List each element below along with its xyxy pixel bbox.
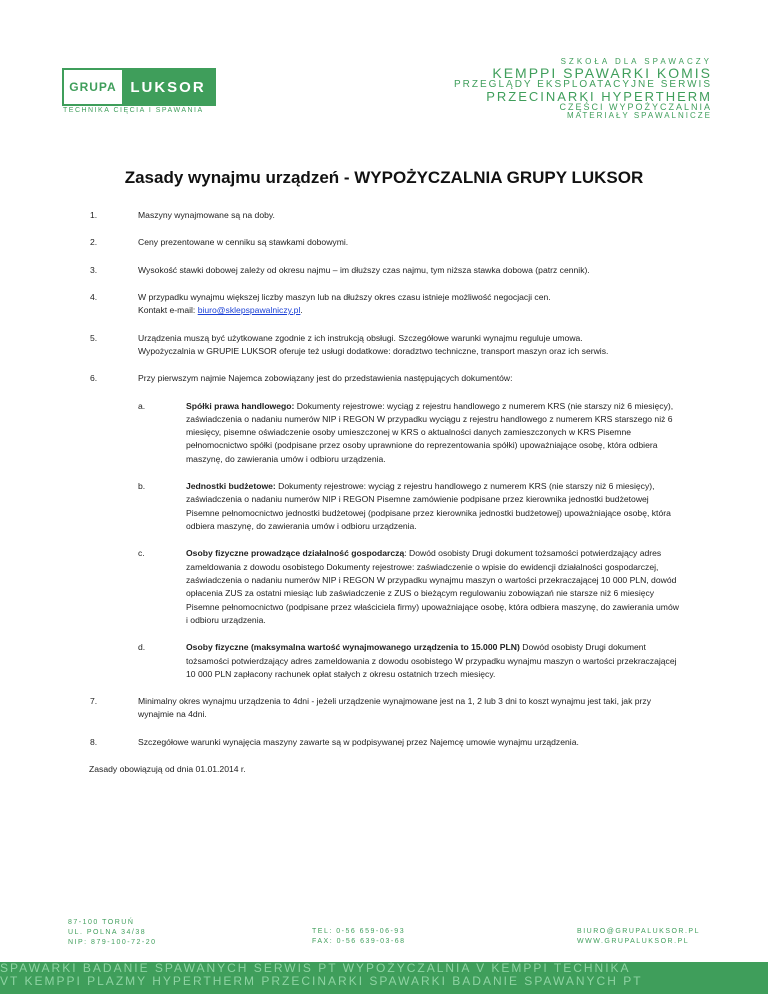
contact-line	[138, 304, 680, 317]
cloud-line: KEMPPI SPAWARKI KOMIS	[492, 65, 712, 81]
effective-date-note: Zasady obowiązują od dnia 01.01.2014 r.	[89, 764, 246, 775]
sub-item	[138, 400, 680, 467]
sub-item-letter: d.	[138, 642, 146, 653]
item-text: Przy pierwszym najmie Najemca zobowiązany jest do przedstawienia następujących dokumentów:	[138, 373, 513, 384]
logo-word-grupa: GRUPA	[64, 70, 122, 104]
company-logo	[62, 68, 216, 106]
item-number: 4.	[90, 291, 98, 302]
footer-address	[68, 918, 156, 948]
sub-item-heading: Jednostki budżetowe:	[186, 481, 276, 492]
item-text: Maszyny wynajmowane są na doby.	[138, 210, 275, 220]
item-text: Ceny prezentowane w cenniku są stawkami dobowymi.	[138, 237, 349, 248]
list-item	[90, 372, 680, 681]
item-number: 3.	[90, 264, 98, 275]
sub-item-letter: b.	[138, 481, 146, 492]
footer-band	[0, 962, 768, 994]
footer-email-link[interactable]: BIURO@GRUPALUKSOR.PL	[577, 928, 700, 935]
cloud-line: CZĘŚCI WYPOŻYCZALNIA	[559, 102, 712, 112]
list-item	[90, 264, 680, 277]
logo-tagline: TECHNIKA CIĘCIA I SPAWANIA	[63, 107, 204, 114]
sub-item-heading: Osoby fizyczne (maksymalna wartość wynajmowanego urządzenia to 15.000 PLN)	[186, 642, 520, 653]
footer-phones	[312, 927, 406, 947]
item-text: Wysokość stawki dobowej zależy od okresu najmu – im dłuższy czas najmu, tym niższa stawka dobowa (patrz cennik).	[138, 264, 590, 275]
item-number: 6.	[90, 373, 98, 384]
sub-item-heading: Spółki prawa handlowego:	[186, 400, 295, 411]
item-number: 8.	[90, 736, 98, 747]
footer-contact	[577, 927, 700, 947]
footer-website-link[interactable]: WWW.GRUPALUKSOR.PL	[577, 938, 690, 946]
sub-item-heading: Osoby fizyczne prowadzące działalność gospodarczą	[186, 548, 405, 559]
email-link[interactable]: biuro@sklepspawalniczy.pl	[197, 305, 301, 316]
sub-item	[138, 547, 680, 627]
band-line: SPAWARKI BADANIE SPAWANYCH SERWIS PT WYPOŻYCZALNIA V KEMPPI TECHNIKA	[0, 962, 631, 975]
list-item	[90, 695, 680, 722]
page-footer	[0, 918, 768, 994]
item-number: 7.	[90, 696, 98, 707]
list-item	[90, 736, 680, 749]
item-text: Urządzenia muszą być użytkowane zgodnie z ich instrukcją obsługi. Szczegółowe warunki wynajmu reguluje umowa.	[138, 332, 583, 343]
address-nip: NIP: 879-100-72-20	[68, 939, 157, 947]
list-item	[90, 332, 680, 359]
sub-item	[138, 480, 680, 533]
address-street: UL. POLNA 34/38	[68, 929, 147, 937]
item-text: Wypożyczalnia w GRUPIE LUKSOR oferuje też usługi dodatkowe: doradztwo techniczne, transport maszyn oraz ich serwis.	[138, 345, 609, 356]
address-city: 87-100 TORUŃ	[68, 919, 135, 926]
sub-item-text: Dokumenty rejestrowe: wyciąg z rejestru handlowego z numerem KRS (nie starszy niż 6 miesięcy), zaświadczenia o nadaniu numerów NIP i REGON W przypadku wyciągu z rejestru handlowego z numerem KRS starszego niż 6 miesięcy, pisemne oświadczenie osoby umieszczonej w KRS o aktualności danych zamieszczonych w KRS Pisemne pełnomocnictwo spółki (podpisane przez osoby uprawnione do reprezentowania spółki) upoważniające osobę, która odbiera maszynę, do zawierania umów i odbioru urządzenia.	[186, 400, 674, 464]
item-number: 2.	[90, 237, 98, 248]
item-number: 5.	[90, 332, 98, 343]
contact-period: .	[300, 305, 303, 316]
logo-word-luksor: LUKSOR	[122, 70, 214, 104]
cloud-line: PRZEGLĄDY EKSPLOATACYJNE SERWIS	[454, 79, 712, 90]
sub-item-letter: a.	[138, 400, 146, 411]
list-item	[90, 209, 680, 222]
sub-item-text: : Dowód osobisty Drugi dokument tożsamości potwierdzający adres zameldowania z dowodu osobistego Dokumenty rejestrowe: zaświadczenie o wpisie do ewidencji działalności gospodarczej, zaświadczenia o nadaniu numerów NIP i REGON W przypadku wynajmu maszyn o wartości przekraczającej 10 000 PLN, dowód opłacenia ZUS za ostatni miesiąc lub zaświadczenie z ZUS o bieżącym regulowaniu zobowiązań nie starsze niż 6 miesięcy Pisemne pełnomocnictwo (podpisane przez właściciela firmy) upoważniające osobę, która odbiera maszynę, do zawierania umów i odbioru urządzenia.	[186, 548, 679, 625]
item-text: Szczegółowe warunki wynajęcia maszyny zawarte są w podpisywanej przez Najemcę umowie wynajmu urządzenia.	[138, 736, 579, 747]
fax-number: FAX: 0-56 639-03-68	[312, 938, 406, 946]
list-item	[90, 236, 680, 249]
cloud-line: PRZECINARKI HYPERTHERM	[486, 89, 712, 104]
sub-item-text: Dokumenty rejestrowe: wyciąg z rejestru handlowego z numerem KRS (nie starszy niż 6 miesięcy), zaświadczenia o nadaniu numerów NIP i REGON Pisemne zamówienie podpisane przez kierownika jednostki budżetowej Pisemne pełnomocnictwo jednostki budżetowej (podpisane przez kierownika jednostki budżetowej) upoważniające osobę, która odbiera maszynę, do zawierania umów i odbioru urządzenia.	[186, 481, 671, 531]
sub-item	[138, 641, 680, 681]
rules-list	[90, 209, 680, 776]
page-title: Zasady wynajmu urządzeń - WYPOŻYCZALNIA GRUPY LUKSOR	[124, 168, 644, 187]
list-item	[90, 291, 680, 318]
item-text: W przypadku wynajmu większej liczby maszyn lub na dłuższy okres czasu istnieje możliwość negocjacji cen.	[138, 291, 551, 302]
phone-number: TEL: 0-56 659-06-93	[312, 928, 406, 935]
cloud-line: MATERIAŁY SPAWALNICZE	[567, 111, 712, 120]
sub-item-letter: c.	[138, 548, 145, 559]
item-number: 1.	[90, 210, 98, 220]
contact-label: Kontakt e-mail:	[138, 305, 198, 316]
band-line: VT KEMPPI PLAZMY HYPERTHERM PRZECINARKI SPAWARKI BADANIE SPAWANYCH PT	[0, 974, 643, 989]
item-text: Minimalny okres wynajmu urządzenia to 4dni - jeżeli urządzenie wynajmowane jest na 1, 2 lub 3 dni to koszt wynajmu jest taki, jak przy wynajmie na 4dni.	[138, 696, 651, 720]
sub-item-text: Dowód osobisty Drugi dokument tożsamości potwierdzający adres zameldowania z dowodu osobistego W przypadku wynajmu maszyn o wartości przekraczającej 10 000 PLN zapłacony rachunek opłat stałych z okresu ostatnich trzech miesięcy.	[186, 642, 677, 679]
services-word-cloud	[450, 58, 712, 120]
cloud-line: SZKOŁA DLA SPAWACZY	[560, 57, 712, 66]
